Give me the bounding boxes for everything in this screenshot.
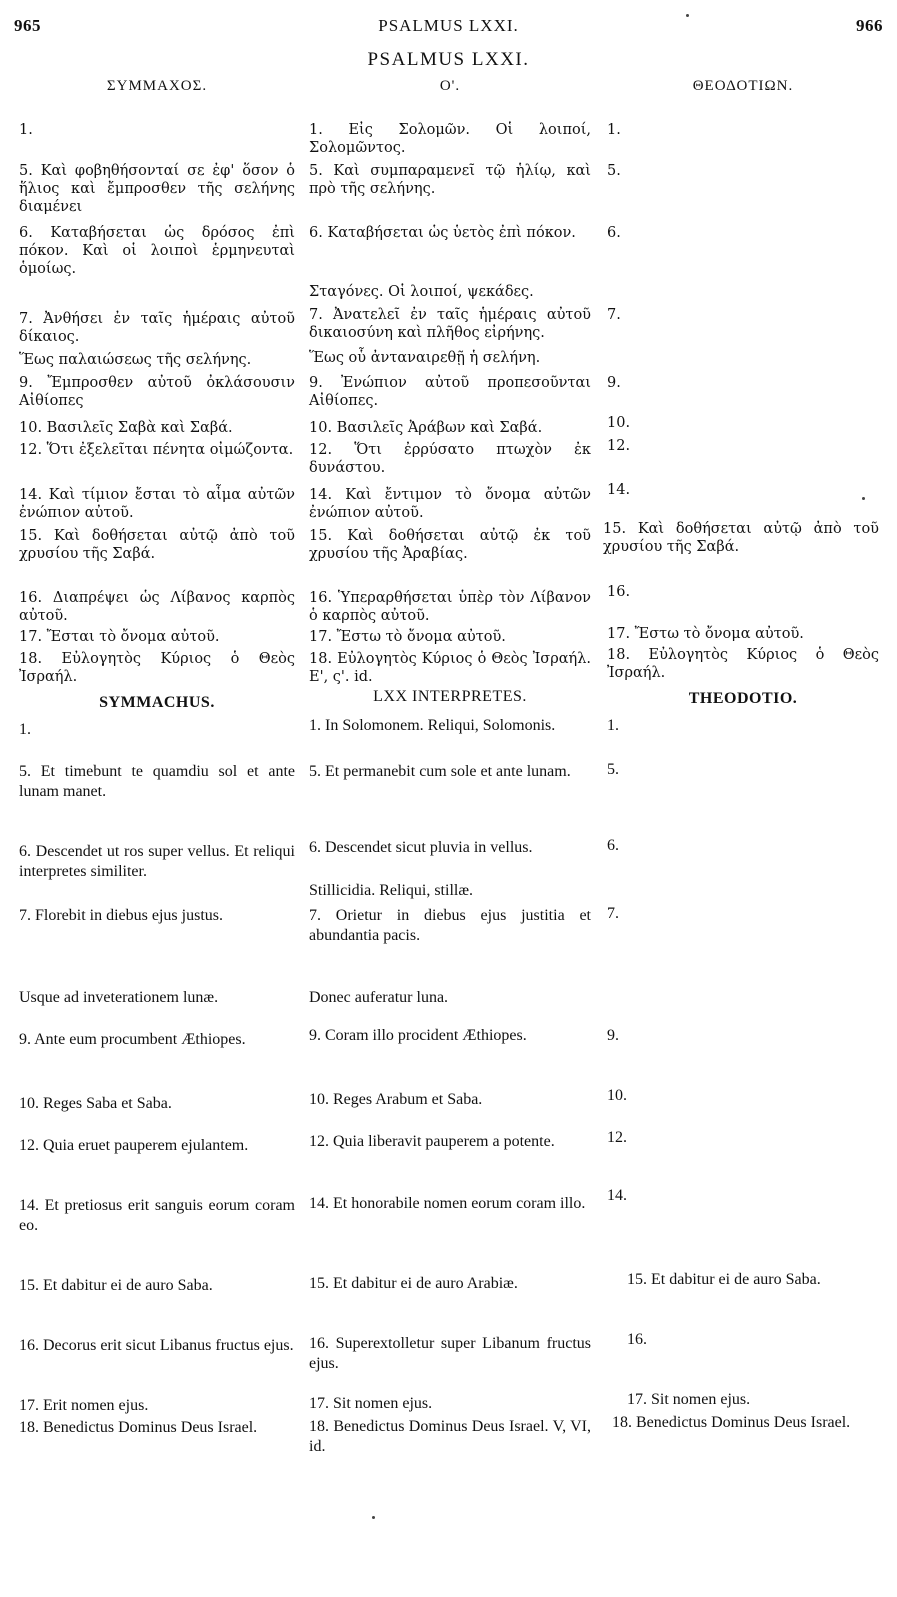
latin-theodotion-v7: 7.: [607, 905, 619, 922]
greek-symmachus-v12: 12. Ὅτι ἐξελεῖται πένητα οἰμώζοντα.: [19, 442, 294, 458]
latin-lxx-v5: 5. Et permanebit cum sole et ante lunam.: [309, 763, 571, 780]
print-speck: [862, 497, 865, 500]
latin-symmachus-v14: 14. Et pretiosus erit sanguis eorum coram eo.: [19, 1197, 295, 1234]
latin-lxx-v6b: Stillicidia. Reliqui, stillæ.: [309, 882, 474, 899]
latin-theodotion-v14: 14.: [607, 1187, 627, 1204]
greek-lxx-v18: 18. Εὐλογητὸς Κύριος ὁ Θεὸς Ἰσραήλ. Ε', ς'. id.: [309, 651, 591, 685]
greek-lxx-v17: 17. Ἔστω τὸ ὄνομα αὐτοῦ.: [309, 629, 506, 645]
running-header: [0, 16, 897, 40]
greek-theodotion-v17: 17. Ἔστω τὸ ὄνομα αὐτοῦ.: [607, 626, 804, 642]
greek-symmachus-v9: 9. Ἔμπροσθεν αὐτοῦ ὀκλάσουσιν Αἰθίοπες: [19, 375, 295, 409]
greek-theodotion-v15: 15. Καὶ δοθήσεται αὐτῷ ἀπὸ τοῦ χρυσίου τῆς Σαβά.: [603, 521, 879, 555]
latin-symmachus-v17: 17. Erit nomen ejus.: [19, 1397, 149, 1414]
latin-theodotion-v15: 15. Et dabitur ei de auro Saba.: [627, 1271, 821, 1288]
latin-symmachus-v15: 15. Et dabitur ei de auro Saba.: [19, 1277, 213, 1294]
latin-symmachus-v6: 6. Descendet ut ros super vellus. Et reliqui interpretes similiter.: [19, 843, 295, 880]
greek-symmachus-v16: 16. Διαπρέψει ὡς Λίβανος καρπὸς αὐτοῦ.: [19, 590, 295, 624]
greek-lxx-v6: 6. Καταβήσεται ὡς ὑετὸς ἐπὶ πόκον.: [309, 225, 576, 241]
greek-symmachus-v7: 7. Ἀνθήσει ἐν ταῖς ἡμέραις αὐτοῦ δίκαιος.: [19, 311, 295, 345]
latin-lxx-v17: 17. Sit nomen ejus.: [309, 1395, 433, 1412]
greek-header-theodotion: ΘΕΟΔΟΤΙΩΝ.: [692, 78, 794, 94]
latin-theodotion-v1: 1.: [607, 717, 619, 734]
greek-symmachus-v7b: Ἕως παλαιώσεως τῆς σελήνης.: [19, 352, 252, 368]
latin-symmachus-v18: 18. Benedictus Dominus Deus Israel.: [19, 1419, 258, 1436]
latin-header-theodotion: THEODOTIO.: [688, 690, 798, 707]
latin-symmachus-v7b: Usque ad inveterationem lunæ.: [19, 989, 219, 1006]
greek-symmachus-v15: 15. Καὶ δοθήσεται αὐτῷ ἀπὸ τοῦ χρυσίου τῆς Σαβά.: [19, 528, 295, 562]
print-speck: [686, 14, 689, 17]
greek-symmachus-v6: 6. Καταβήσεται ὡς δρόσος ἐπὶ πόκον. Καὶ οἱ λοιποὶ ἑρμηνευταὶ ὁμοίως.: [19, 225, 295, 277]
greek-symmachus-v17: 17. Ἔσται τὸ ὄνομα αὐτοῦ.: [19, 629, 220, 645]
greek-symmachus-v10: 10. Βασιλεῖς Σαβὰ καὶ Σαβά.: [19, 420, 233, 436]
greek-theodotion-v12: 12.: [607, 438, 631, 454]
latin-theodotion-v9: 9.: [607, 1027, 619, 1044]
latin-lxx-v18: 18. Benedictus Dominus Deus Israel. V, VI, id.: [309, 1418, 591, 1455]
latin-symmachus-v12: 12. Quia eruet pauperem ejulantem.: [19, 1137, 249, 1154]
latin-lxx-v10: 10. Reges Arabum et Saba.: [309, 1091, 483, 1108]
latin-lxx-v9: 9. Coram illo procident Æthiopes.: [309, 1027, 527, 1044]
greek-lxx-v6b: Σταγόνες. Οἱ λοιποί, ψεκάδες.: [309, 284, 534, 300]
greek-theodotion-v9: 9.: [607, 375, 621, 391]
greek-lxx-v1: 1. Εἰς Σολομῶν. Οἱ λοιποί, Σολομῶντος.: [309, 122, 591, 156]
latin-lxx-v16: 16. Superextolletur super Libanum fructus ejus.: [309, 1335, 591, 1372]
greek-theodotion-v1: 1.: [607, 122, 621, 138]
latin-symmachus-v5: 5. Et timebunt te quamdiu sol et ante lunam manet.: [19, 763, 295, 800]
latin-lxx-v1: 1. In Solomonem. Reliqui, Solomonis.: [309, 717, 556, 734]
latin-lxx-v7b: Donec auferatur luna.: [309, 989, 449, 1006]
greek-theodotion-v7: 7.: [607, 307, 621, 323]
latin-theodotion-v5: 5.: [607, 761, 619, 778]
latin-symmachus-v9: 9. Ante eum procumbent Æthiopes.: [19, 1031, 246, 1048]
latin-symmachus-v10: 10. Reges Saba et Saba.: [19, 1095, 172, 1112]
greek-theodotion-v16: 16.: [607, 584, 631, 600]
running-title: PSALMUS LXXI.: [378, 16, 519, 35]
latin-header-lxx: LXX INTERPRETES.: [373, 688, 527, 705]
greek-header-lxx: Ο'.: [439, 78, 461, 94]
psalm-title: PSALMUS LXXI.: [367, 49, 530, 70]
latin-lxx-v15: 15. Et dabitur ei de auro Arabiæ.: [309, 1275, 518, 1292]
latin-lxx-v6: 6. Descendet sicut pluvia in vellus.: [309, 839, 533, 856]
latin-theodotion-v16: 16.: [627, 1331, 647, 1348]
latin-symmachus-v1: 1.: [19, 721, 31, 738]
latin-theodotion-v6: 6.: [607, 837, 619, 854]
greek-lxx-v12: 12. Ὅτι ἐρρύσατο πτωχὸν ἐκ δυνάστου.: [309, 442, 591, 476]
greek-lxx-v7: 7. Ἀνατελεῖ ἐν ταῖς ἡμέραις αὐτοῦ δικαιοσύνη καὶ πλῆθος εἰρήνης.: [309, 307, 591, 341]
latin-lxx-v12: 12. Quia liberavit pauperem a potente.: [309, 1133, 555, 1150]
latin-theodotion-v10: 10.: [607, 1087, 627, 1104]
greek-lxx-v10: 10. Βασιλεῖς Ἀράβων καὶ Σαβά.: [309, 420, 543, 436]
latin-theodotion-v18: 18. Benedictus Dominus Deus Israel.: [612, 1414, 851, 1431]
greek-theodotion-v18: 18. Εὐλογητὸς Κύριος ὁ Θεὸς Ἰσραήλ.: [607, 647, 879, 681]
latin-header-symmachus: SYMMACHUS.: [99, 694, 215, 711]
greek-lxx-v7b: Ἕως οὗ ἀνταναιρεθῇ ἡ σελήνη.: [309, 350, 541, 366]
greek-symmachus-v18: 18. Εὐλογητὸς Κύριος ὁ Θεὸς Ἰσραήλ.: [19, 651, 295, 685]
latin-lxx-v7: 7. Orietur in diebus ejus justitia et abundantia pacis.: [309, 907, 591, 944]
greek-theodotion-v14: 14.: [607, 482, 631, 498]
page-number-left: 965: [14, 16, 41, 35]
latin-lxx-v14: 14. Et honorabile nomen eorum coram illo.: [309, 1195, 586, 1212]
greek-lxx-v9: 9. Ἐνώπιον αὐτοῦ προπεσοῦνται Αἰθίοπες.: [309, 375, 591, 409]
greek-lxx-v5: 5. Καὶ συμπαραμενεῖ τῷ ἡλίῳ, καὶ πρὸ τῆς σελήνης.: [309, 163, 591, 197]
latin-theodotion-v12: 12.: [607, 1129, 627, 1146]
greek-lxx-v14: 14. Καὶ ἔντιμον τὸ ὄνομα αὐτῶν ἐνώπιον αὐτοῦ.: [309, 487, 591, 521]
greek-symmachus-v5: 5. Καὶ φοβηθήσονταί σε ἐφ' ὅσον ὁ ἥλιος καὶ ἔμπροσθεν τῆς σελήνης διαμένει: [19, 163, 295, 215]
latin-theodotion-v17: 17. Sit nomen ejus.: [627, 1391, 751, 1408]
greek-symmachus-v14: 14. Καὶ τίμιον ἔσται τὸ αἷμα αὐτῶν ἐνώπιον αὐτοῦ.: [19, 487, 295, 521]
greek-theodotion-v10: 10.: [607, 415, 631, 431]
print-speck: [372, 1516, 375, 1519]
greek-lxx-v15: 15. Καὶ δοθήσεται αὐτῷ ἐκ τοῦ χρυσίου τῆς Ἀραβίας.: [309, 528, 591, 562]
latin-symmachus-v16: 16. Decorus erit sicut Libanus fructus ejus.: [19, 1337, 294, 1354]
greek-header-symmachus: ΣΥΜΜΑΧΟΣ.: [106, 78, 208, 94]
page-number-right: 966: [856, 16, 883, 35]
greek-theodotion-v5: 5.: [607, 163, 621, 179]
greek-theodotion-v6: 6.: [607, 225, 621, 241]
greek-symmachus-v1: 1.: [19, 122, 33, 138]
latin-symmachus-v7: 7. Florebit in diebus ejus justus.: [19, 907, 223, 924]
greek-lxx-v16: 16. Ὑπεραρθήσεται ὑπὲρ τὸν Λίβανον ὁ καρπὸς αὐτοῦ.: [309, 590, 591, 624]
